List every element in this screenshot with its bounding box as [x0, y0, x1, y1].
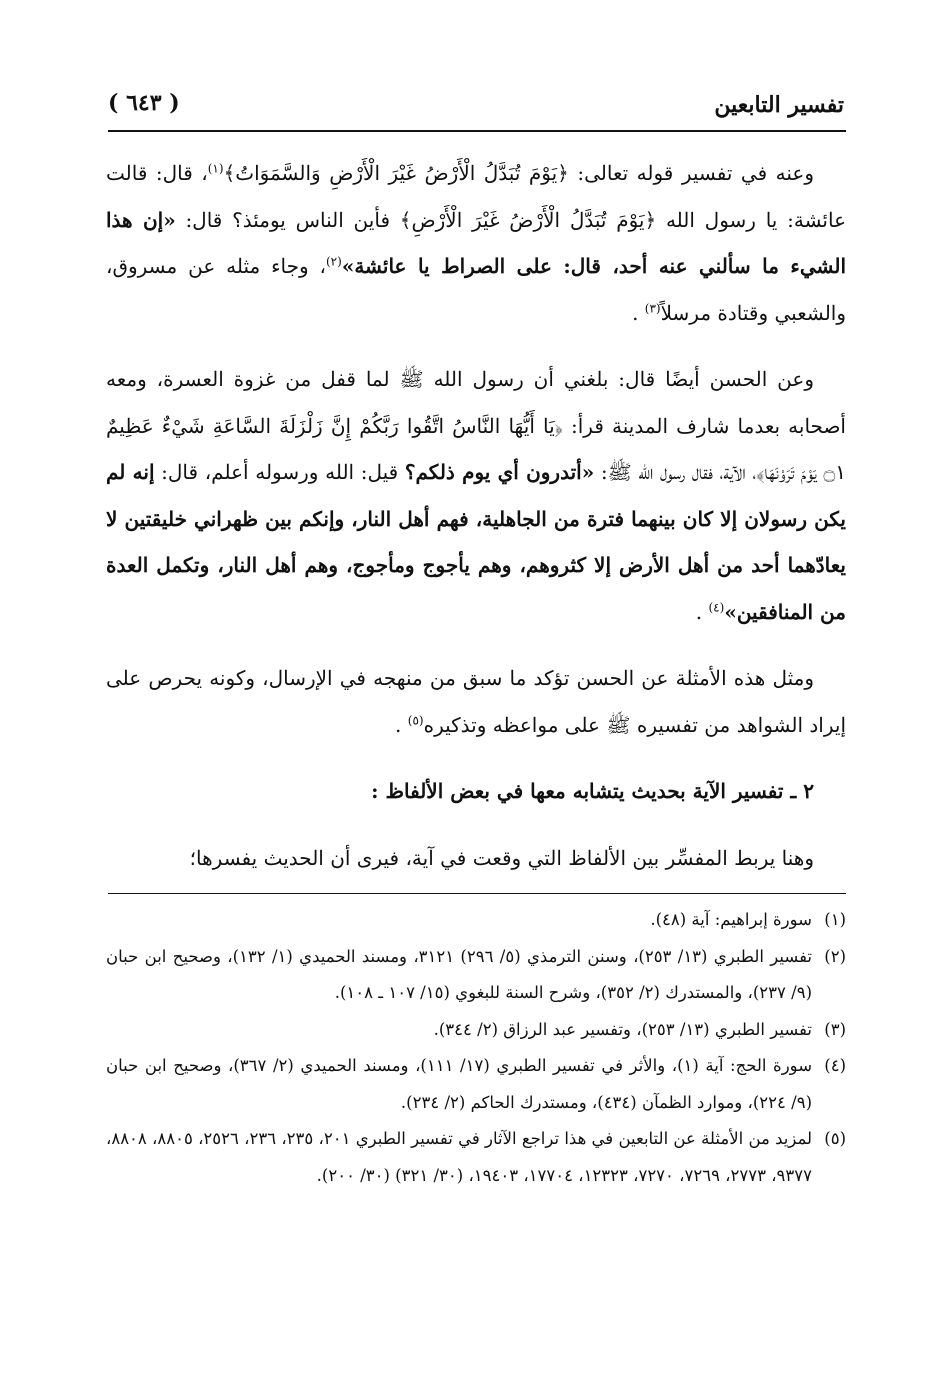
text-run: ، قال: قالت عائشة: يا رسول الله ﴿يَوْمَ تُبَدَّلُ الْأَرْضُ غَيْرَ الْأَرْضِ﴾ فأين الناس يومئذ؟ قال:: [106, 161, 847, 232]
main-text: [106, 150, 846, 901]
footnote-reference: (٤): [708, 599, 725, 614]
text-run: وعنه في تفسير قوله تعالى: ﴿يَوْمَ تُبَدَّلُ الْأَرْضُ غَيْرَ الْأَرْضِ وَالسَّمَوَاتُ﴾: [223, 161, 814, 185]
running-title: تفسير التابعين: [714, 92, 844, 118]
emphasized-text: ٢ ـ تفسير الآية بحديث يتشابه معها في بعض الألفاظ :: [371, 779, 814, 803]
footnote-reference: (٢): [325, 254, 342, 269]
text-run: ، وجاء مثله عن مسروق، والشعبي وقتادة مرسلاً: [106, 254, 846, 325]
footnote-number: (٢): [824, 946, 846, 966]
footnote-reference: (٣): [644, 300, 661, 315]
footnote: [106, 1121, 846, 1194]
footnote: [106, 902, 846, 939]
footnotes: [106, 902, 846, 1194]
footnote: [106, 1048, 846, 1121]
paragraph: [106, 356, 846, 635]
footnote-number: (٥): [824, 1129, 846, 1148]
text-run: وعن الحسن أيضًا قال: بلغني أن رسول الله ﷺ لما قفل من غزوة العسرة، ومعه أصحابه بعدما شارف المدينة قرأ: ﴿يَا أَيُّهَا النَّاسُ اتَّقُوا رَبَّكُمْ إِنَّ زَلْزَلَةَ السَّاعَةِ شَيْءٌ عَظِيمٌ ۝١ يَوْمَ تَرَوْنَهَا﴾، الآية، فقال رسول الله ﷺ:: [106, 367, 846, 484]
footnote-rule: [108, 893, 846, 894]
emphasized-text: إنه لم يكن رسولان إلا كان بينهما فترة من الجاهلية، فهم أهل النار، وإنكم بين ظهراني خليقتين لا يعادّهما أحد من أهل الأرض إلا كثروهم، وهم يأجوج ومأجوج، وهم أهل النار، وتكمل العدة من المنافقين»: [106, 460, 846, 624]
emphasized-text: «إن هذا الشيء ما سألني عنه أحد، قال: على الصراط يا عائشة»: [106, 207, 846, 278]
emphasized-text: «أتدرون أي يوم ذلكم؟: [404, 460, 595, 484]
footnote-text: تفسير الطبري (١٣/ ٢٥٣)، وسنن الترمذي (٥/ ٢٩٦) ٣١٢١، ومسند الحميدي (١/ ١٣٢)، وصحيح ابن حبان (٩/ ٢٣٧)، والمستدرك (٢/ ٣٥٢)، وشرح السنة للبغوي (١٥/ ١٠٧ ـ ١٠٨).: [106, 946, 813, 1002]
footnote-text: سورة إبراهيم: آية (٤٨).: [650, 910, 812, 929]
page-number: ( ٦٤٣ ): [108, 90, 180, 116]
text-run: .: [632, 300, 645, 325]
footnote-text: لمزيد من الأمثلة عن التابعين في هذا تراجع الآثار في تفسير الطبري ٢٠١، ٢٣٥، ٢٣٦، ٢٥٢٦، ٨٨٠٥، ٨٨٠٨، ٩٣٧٧، ٢٧٧٣، ٧٢٦٩، ٧٢٧٠، ١٢٣٢٣، ١٧٧٠٤، ١٩٤٠٣، (٣٠/ ٣٢١) (٣٠/ ٢٠٠).: [106, 1129, 813, 1185]
footnote-number: (٣): [824, 1019, 846, 1039]
page-header: [108, 88, 844, 124]
footnote-number: (١): [824, 910, 846, 929]
text-run: .: [395, 712, 408, 737]
footnote-text: سورة الحج: آية (١)، والأثر في تفسير الطبري (١٧/ ١١١)، ومسند الحميدي (٢/ ٣٦٧)، وصحيح ابن حبان (٩/ ٢٢٤)، وموارد الظمآن (٤٣٤)، ومستدرك الحاكم (٢/ ٢٣٤).: [106, 1056, 813, 1112]
section-heading: [106, 768, 846, 815]
footnote-number: (٤): [824, 1056, 846, 1075]
footnote-text: تفسير الطبري (١٣/ ٢٥٣)، وتفسير عبد الرزاق (٢/ ٣٤٤).: [433, 1019, 812, 1039]
header-rule: [108, 130, 846, 132]
text-run: .: [695, 599, 709, 624]
paragraph: [106, 655, 846, 748]
paragraph: [106, 150, 846, 336]
paragraph: [106, 835, 846, 882]
text-run: ومثل هذه الأمثلة عن الحسن تؤكد ما سبق من منهجه في الإرسال، وكونه يحرص على إيراد الشواهد من تفسيره ﷺ على مواعظه وتذكيره: [106, 666, 846, 737]
text-run: وهنا يربط المفسِّر بين الألفاظ التي وقعت في آية، فيرى أن الحديث يفسرها؛: [189, 845, 814, 870]
footnote: [106, 939, 846, 1012]
footnote-reference: (١): [207, 161, 224, 176]
text-run: قيل: الله ورسوله أعلم، قال:: [154, 460, 405, 484]
footnote: [106, 1012, 846, 1049]
footnote-reference: (٥): [407, 712, 424, 727]
